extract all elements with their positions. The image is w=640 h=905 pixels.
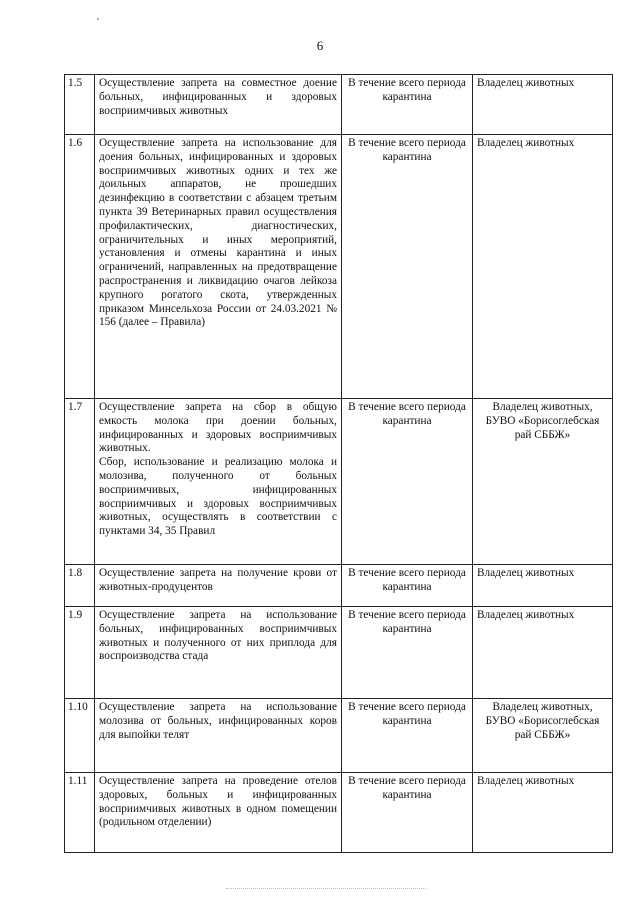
measure-description: Осуществление запрета на сбор в общую емкость молока при доении больных, инфицированных и здоровых восприимчивых животных. Сбор, использование и реализацию молока и молозива, полученного от больных восприимчивых, инфицированных восприимчивых и здоровых восприимчивых животных, осуществлять в соответствии с пунктами 34, 35 Правил [95,399,342,565]
measure-term: В течение всего периода карантина [342,773,473,853]
table-row [65,565,613,607]
measure-responsible: Владелец животных [473,773,613,853]
table-row [65,773,613,853]
measure-term: В течение всего периода карантина [342,607,473,699]
measure-description: Осуществление запрета на использование молозива от больных, инфицированных коров для выпойки телят [95,699,342,773]
measure-responsible: Владелец животных [473,75,613,135]
measure-responsible: Владелец животных [473,607,613,699]
measure-term: В течение всего периода карантина [342,699,473,773]
row-number: 1.6 [65,135,95,399]
measure-description: Осуществление запрета на получение крови от животных-продуцентов [95,565,342,607]
table-row [65,699,613,773]
measure-description: Осуществление запрета на использование больных, инфицированных восприимчивых животных и полученного от них приплода для воспроизводства стада [95,607,342,699]
scan-edge-mark [226,888,426,892]
row-number: 1.7 [65,399,95,565]
measures-table [64,74,613,853]
measure-term: В течение всего периода карантина [342,135,473,399]
measure-term: В течение всего периода карантина [342,565,473,607]
measure-description: Осуществление запрета на проведение отелов здоровых, больных и инфицированных восприимчивых животных в одном помещении (родильном отделении) [95,773,342,853]
measure-term: В течение всего периода карантина [342,75,473,135]
row-number: 1.5 [65,75,95,135]
measure-responsible: Владелец животных, БУВО «Борисоглебская рай СББЖ» [473,699,613,773]
row-number: 1.8 [65,565,95,607]
page-number: 6 [316,38,324,53]
row-number: 1.9 [65,607,95,699]
table-row [65,607,613,699]
measure-responsible: Владелец животных, БУВО «Борисоглебская рай СББЖ» [473,399,613,565]
measure-description: Осуществление запрета на совместное доение больных, инфицированных и здоровых восприимчивых животных [95,75,342,135]
table-row [65,135,613,399]
measure-responsible: Владелец животных [473,565,613,607]
measure-term: В течение всего периода карантина [342,399,473,565]
scan-speck [97,18,99,20]
measure-description: Осуществление запрета на использование для доения больных, инфицированных и здоровых восприимчивых животных одних и тех же доильных аппаратов, не прошедших дезинфекцию в соответствии с абзацем третьим пункта 39 Ветеринарных правил осуществления профилактических, диагностических, ограничительных и иных мероприятий, установления и отмены карантина и иных ограничений, направленных на предотвращение распространения и ликвидацию очагов лейкоза крупного рогатого скота, утвержденных приказом Минсельхоза России от 24.03.2021 № 156 (далее – Правила) [95,135,342,399]
row-number: 1.11 [65,773,95,853]
measure-responsible: Владелец животных [473,135,613,399]
row-number: 1.10 [65,699,95,773]
table-row [65,399,613,565]
table-row [65,75,613,135]
